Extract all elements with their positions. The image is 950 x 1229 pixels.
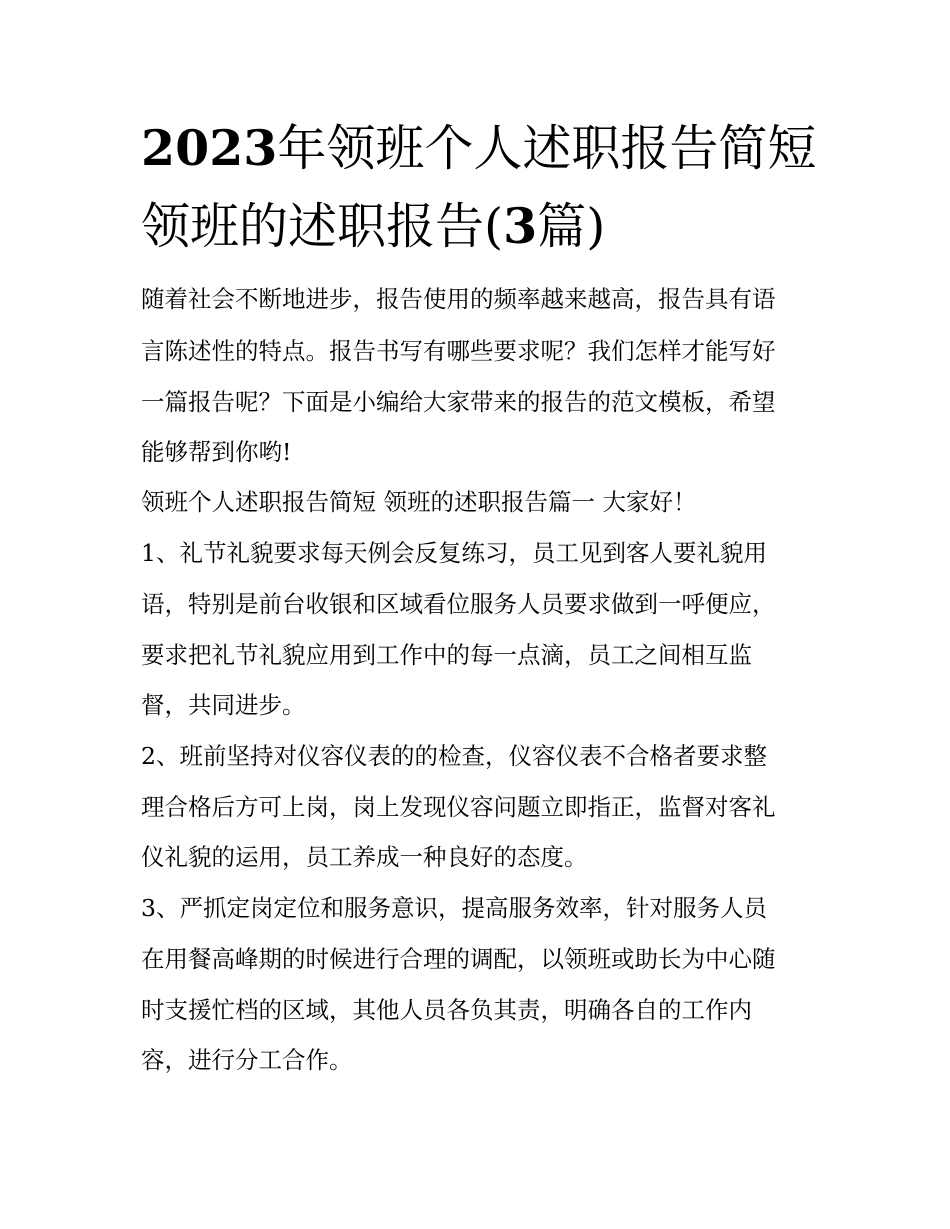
body-line: 2、班前坚持对仪容仪表的的检查，仪容仪表不合格者要求整 <box>141 742 767 770</box>
title-year: 2023 <box>141 119 278 177</box>
title-line-1-text: 年领班个人述职报告简短 <box>277 120 817 177</box>
title-line-2-prefix: 领班的述职报告( <box>141 198 504 255</box>
body-line: 理合格后方可上岗，岗上发现仪容问题立即指正，监督对客礼 <box>141 793 776 821</box>
document-title-line-2 <box>141 196 821 257</box>
title-line-2-suffix: 篇) <box>537 198 606 255</box>
body-line: 督，共同进步。 <box>141 691 306 719</box>
body-line: 能够帮到你哟! <box>141 438 292 466</box>
title-count: 3 <box>503 197 538 255</box>
body-line: 一篇报告呢？下面是小编给大家带来的报告的范文模板，希望 <box>141 388 776 416</box>
document-title-line-1 <box>141 118 821 179</box>
section-heading: 领班个人述职报告简短 领班的述职报告篇一 大家好！ <box>141 488 697 516</box>
body-line: 语，特别是前台收银和区域看位服务人员要求做到一呼便应， <box>141 590 776 618</box>
body-line: 言陈述性的特点。报告书写有哪些要求呢？我们怎样才能写好 <box>141 337 776 365</box>
body-line: 仪礼貌的运用，员工养成一种良好的态度。 <box>141 843 588 871</box>
body-line: 容，进行分工合作。 <box>141 1046 353 1074</box>
body-line: 3、严抓定岗定位和服务意识，提高服务效率，针对服务人员 <box>141 894 767 922</box>
body-line: 要求把礼节礼貌应用到工作中的每一点滴，员工之间相互监 <box>141 641 752 669</box>
body-line: 时支援忙档的区域，其他人员各负其责，明确各自的工作内 <box>141 996 752 1024</box>
body-line: 随着社会不断地进步，报告使用的频率越来越高，报告具有语 <box>141 285 776 313</box>
body-line: 在用餐高峰期的时候进行合理的调配，以领班或助长为中心随 <box>141 945 776 973</box>
body-line: 1、礼节礼貌要求每天例会反复练习，员工见到客人要礼貌用 <box>141 539 767 567</box>
